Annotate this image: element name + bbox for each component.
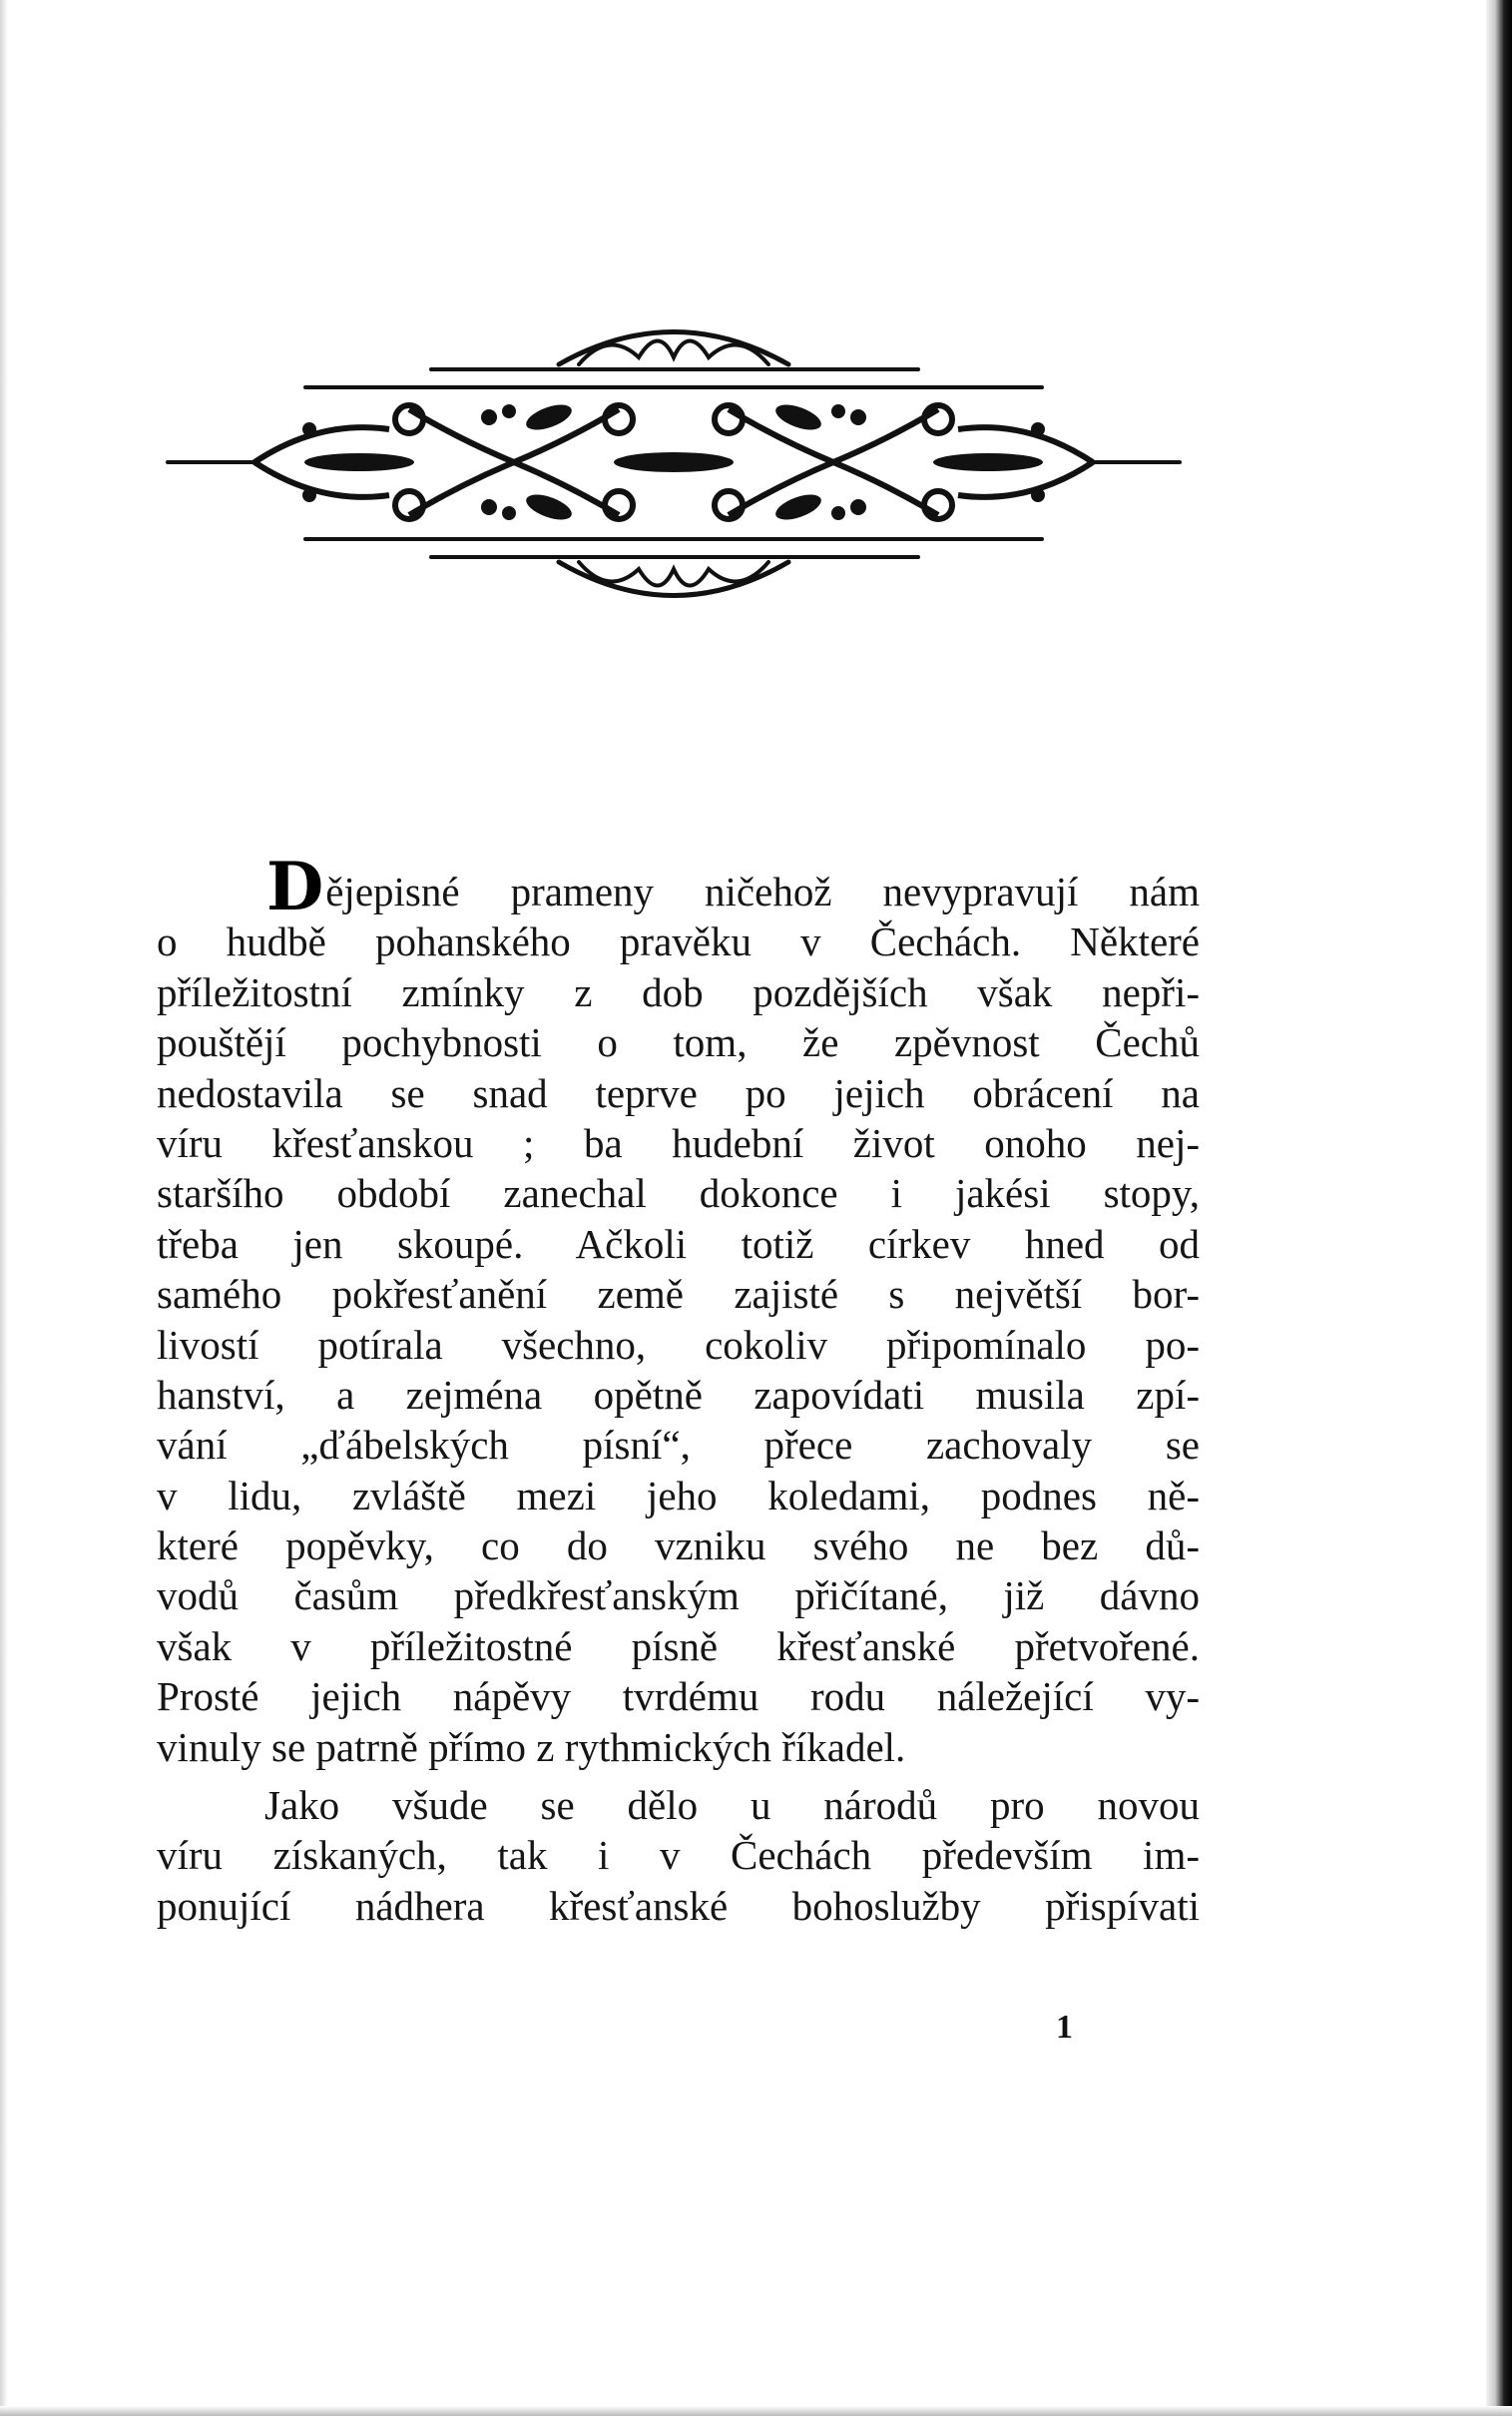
text-line xyxy=(157,848,1200,925)
text-line: třeba jen skoupé. Ačkoli totiž církev hned od xyxy=(157,1220,1200,1267)
text-line: nedostavila se snad teprve po jejich obrácení na xyxy=(157,1069,1200,1116)
text-line: livostí potírala všechno, cokoliv připomínalo po- xyxy=(157,1321,1200,1368)
body-text xyxy=(157,848,1200,1939)
text-line: v lidu, zvláště mezi jeho koledami, podnes ně- xyxy=(157,1472,1200,1518)
text-line: o hudbě pohanského pravěku v Čechách. Některé xyxy=(157,918,1200,965)
text-line: Jako všude se dělo u národů pro novou xyxy=(264,1782,1200,1829)
text-line: vodů časům předkřesťanským přičítané, již dávno xyxy=(157,1572,1200,1619)
page-edge-left xyxy=(0,0,8,2416)
page-number: 1 xyxy=(1056,2009,1073,2046)
text-line: pouštějí pochybnosti o tom, že zpěvnost Čechů xyxy=(157,1019,1200,1066)
text-line: ponující nádhera křesťanské bohoslužby přispívati xyxy=(157,1882,1200,1929)
text-line: vání „ďábelských písní“, přece zachovaly se xyxy=(157,1422,1200,1469)
text-line: příležitostní zmínky z dob pozdějších však nepři- xyxy=(157,968,1200,1015)
line-text: ějepisné prameny ničehož nevypravují nám xyxy=(325,869,1200,914)
text-line: vinuly se patrně přímo z rythmických říkadel. xyxy=(157,1723,906,1770)
text-line: víru získaných, tak i v Čechách především im- xyxy=(157,1832,1200,1879)
text-line: Prosté jejich nápěvy tvrdému rodu náležející vy- xyxy=(157,1673,1200,1720)
text-line: hanství, a zejména opětně zapovídati musila zpí- xyxy=(157,1371,1200,1418)
decorative-headpiece-ornament xyxy=(160,300,1188,639)
drop-cap: D xyxy=(266,848,324,925)
text-line: víru křesťanskou ; ba hudební život onoho nej- xyxy=(157,1119,1200,1166)
text-line: však v příležitostné písně křesťanské přetvořené. xyxy=(157,1622,1200,1669)
page-edge-right xyxy=(1486,0,1512,2416)
paragraph xyxy=(157,1780,1200,1931)
text-line: které popěvky, co do vzniku svého ne bez dů- xyxy=(157,1522,1200,1569)
paragraph xyxy=(157,848,1200,1772)
text-line: staršího období zanechal dokonce i jakési stopy, xyxy=(157,1170,1200,1217)
page-edge-bottom xyxy=(0,2406,1512,2416)
text-line: samého pokřesťanění země zajisté s největší bor- xyxy=(157,1271,1200,1318)
